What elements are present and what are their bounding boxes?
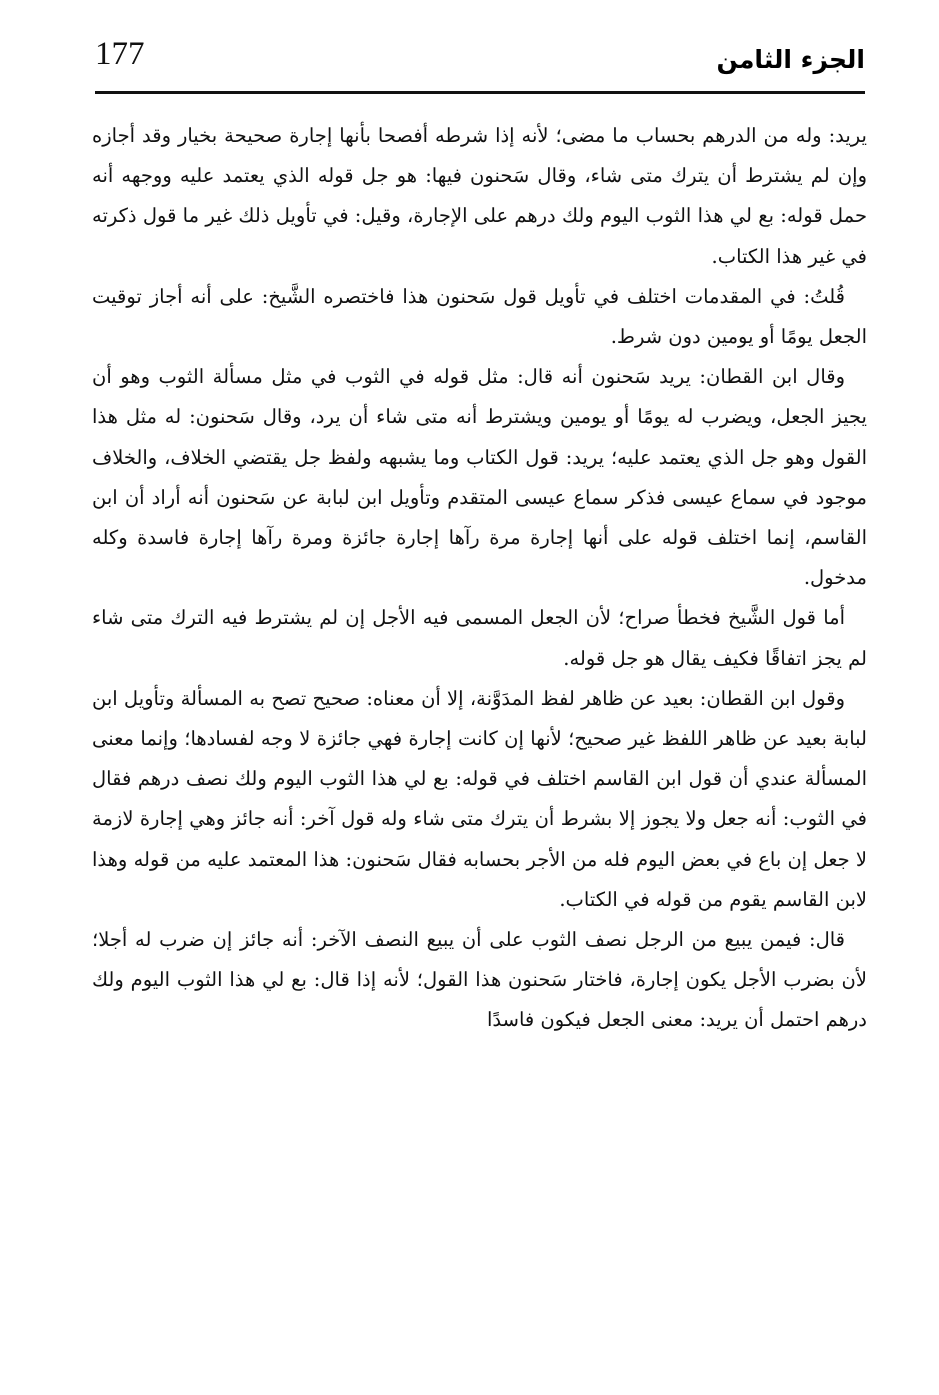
header-divider	[95, 91, 865, 94]
page-header	[95, 30, 865, 92]
paragraph-6: قال: فيمن يبيع من الرجل نصف الثوب على أن يبيع النصف الآخر: أنه جائز إن ضرب له أجلا؛ لأن بضرب الأجل يكون إجارة، فاختار سَحنون هذا القول؛ لأنه إذا قال: بع لي هذا الثوب اليوم ولك درهم احتمل أن يريد: معنى الجعل فيكون فاسدًا	[92, 928, 867, 1032]
running-title: الجزء الثامن	[716, 45, 865, 74]
page-number: 177	[95, 36, 145, 72]
paragraph-5: وقول ابن القطان: بعيد عن ظاهر لفظ المدَوَّنة، إلا أن معناه: صحيح تصح به المسألة وتأويل ابن لبابة بعيد عن ظاهر اللفظ غير صحيح؛ لأنها إن كانت إجارة فهي جائزة لا وجه لفسادها؛ وإنما معنى المسألة عندي أن قول ابن القاسم اختلف في قوله: بع لي هذا الثوب اليوم ولك نصف درهم فقال في الثوب: أنه جعل ولا يجوز إلا بشرط أن يترك متى شاء وله قول آخر: أنه جائز وهي إجارة لازمة لا جعل إن باع في بعض اليوم فله من الأجر بحسابه فقال سَحنون: هذا المعتمد عليه من قوله وهذا لابن القاسم يقوم من قوله في الكتاب.	[92, 686, 867, 911]
paragraph-1: يريد: وله من الدرهم بحساب ما مضى؛ لأنه إذا شرطه أفصحا بأنها إجارة صحيحة بخيار وقد أجازه وإن لم يشترط أن يترك متى شاء، وقال سَحنون فيها: هو جل قوله الذي يعتمد عليه ووجهه أنه حمل قوله: بع لي هذا الثوب اليوم ولك درهم على الإجارة، وقيل: في تأويل ذلك غير ما قول ذكرته في غير هذا الكتاب.	[92, 124, 867, 268]
paragraph-3: وقال ابن القطان: يريد سَحنون أنه قال: مثل قوله في الثوب في مثل مسألة الثوب وهو أن يجيز الجعل، ويضرب له يومًا أو يومين ويشترط أنه متى شاء أن يرد، وقال سَحنون: له مثل هذا القول وهو جل الذي يعتمد عليه؛ يريد: قول الكتاب وما يشبهه ولفظ جل يقتضي الخلاف، والخلاف موجود في سماع عيسى فذكر سماع عيسى المتقدم وتأويل ابن لبابة عن سَحنون أنه أراد أن ابن القاسم، إنما اختلف قوله على أنها إجارة مرة رآها إجارة جائزة ومرة رآها إجارة فاسدة وكله مدخول.	[92, 365, 867, 590]
paragraph-4: أما قول الشَّيخ فخطأ صراح؛ لأن الجعل المسمى فيه الأجل إن لم يشترط فيه الترك متى شاء لم يجز اتفاقًا فكيف يقال هو جل قوله.	[92, 606, 867, 670]
paragraph-2: قُلتُ: في المقدمات اختلف في تأويل قول سَحنون هذا فاختصره الشَّيخ: على أنه أجاز توقيت الجعل يومًا أو يومين دون شرط.	[92, 284, 867, 349]
body-text	[92, 116, 867, 1041]
